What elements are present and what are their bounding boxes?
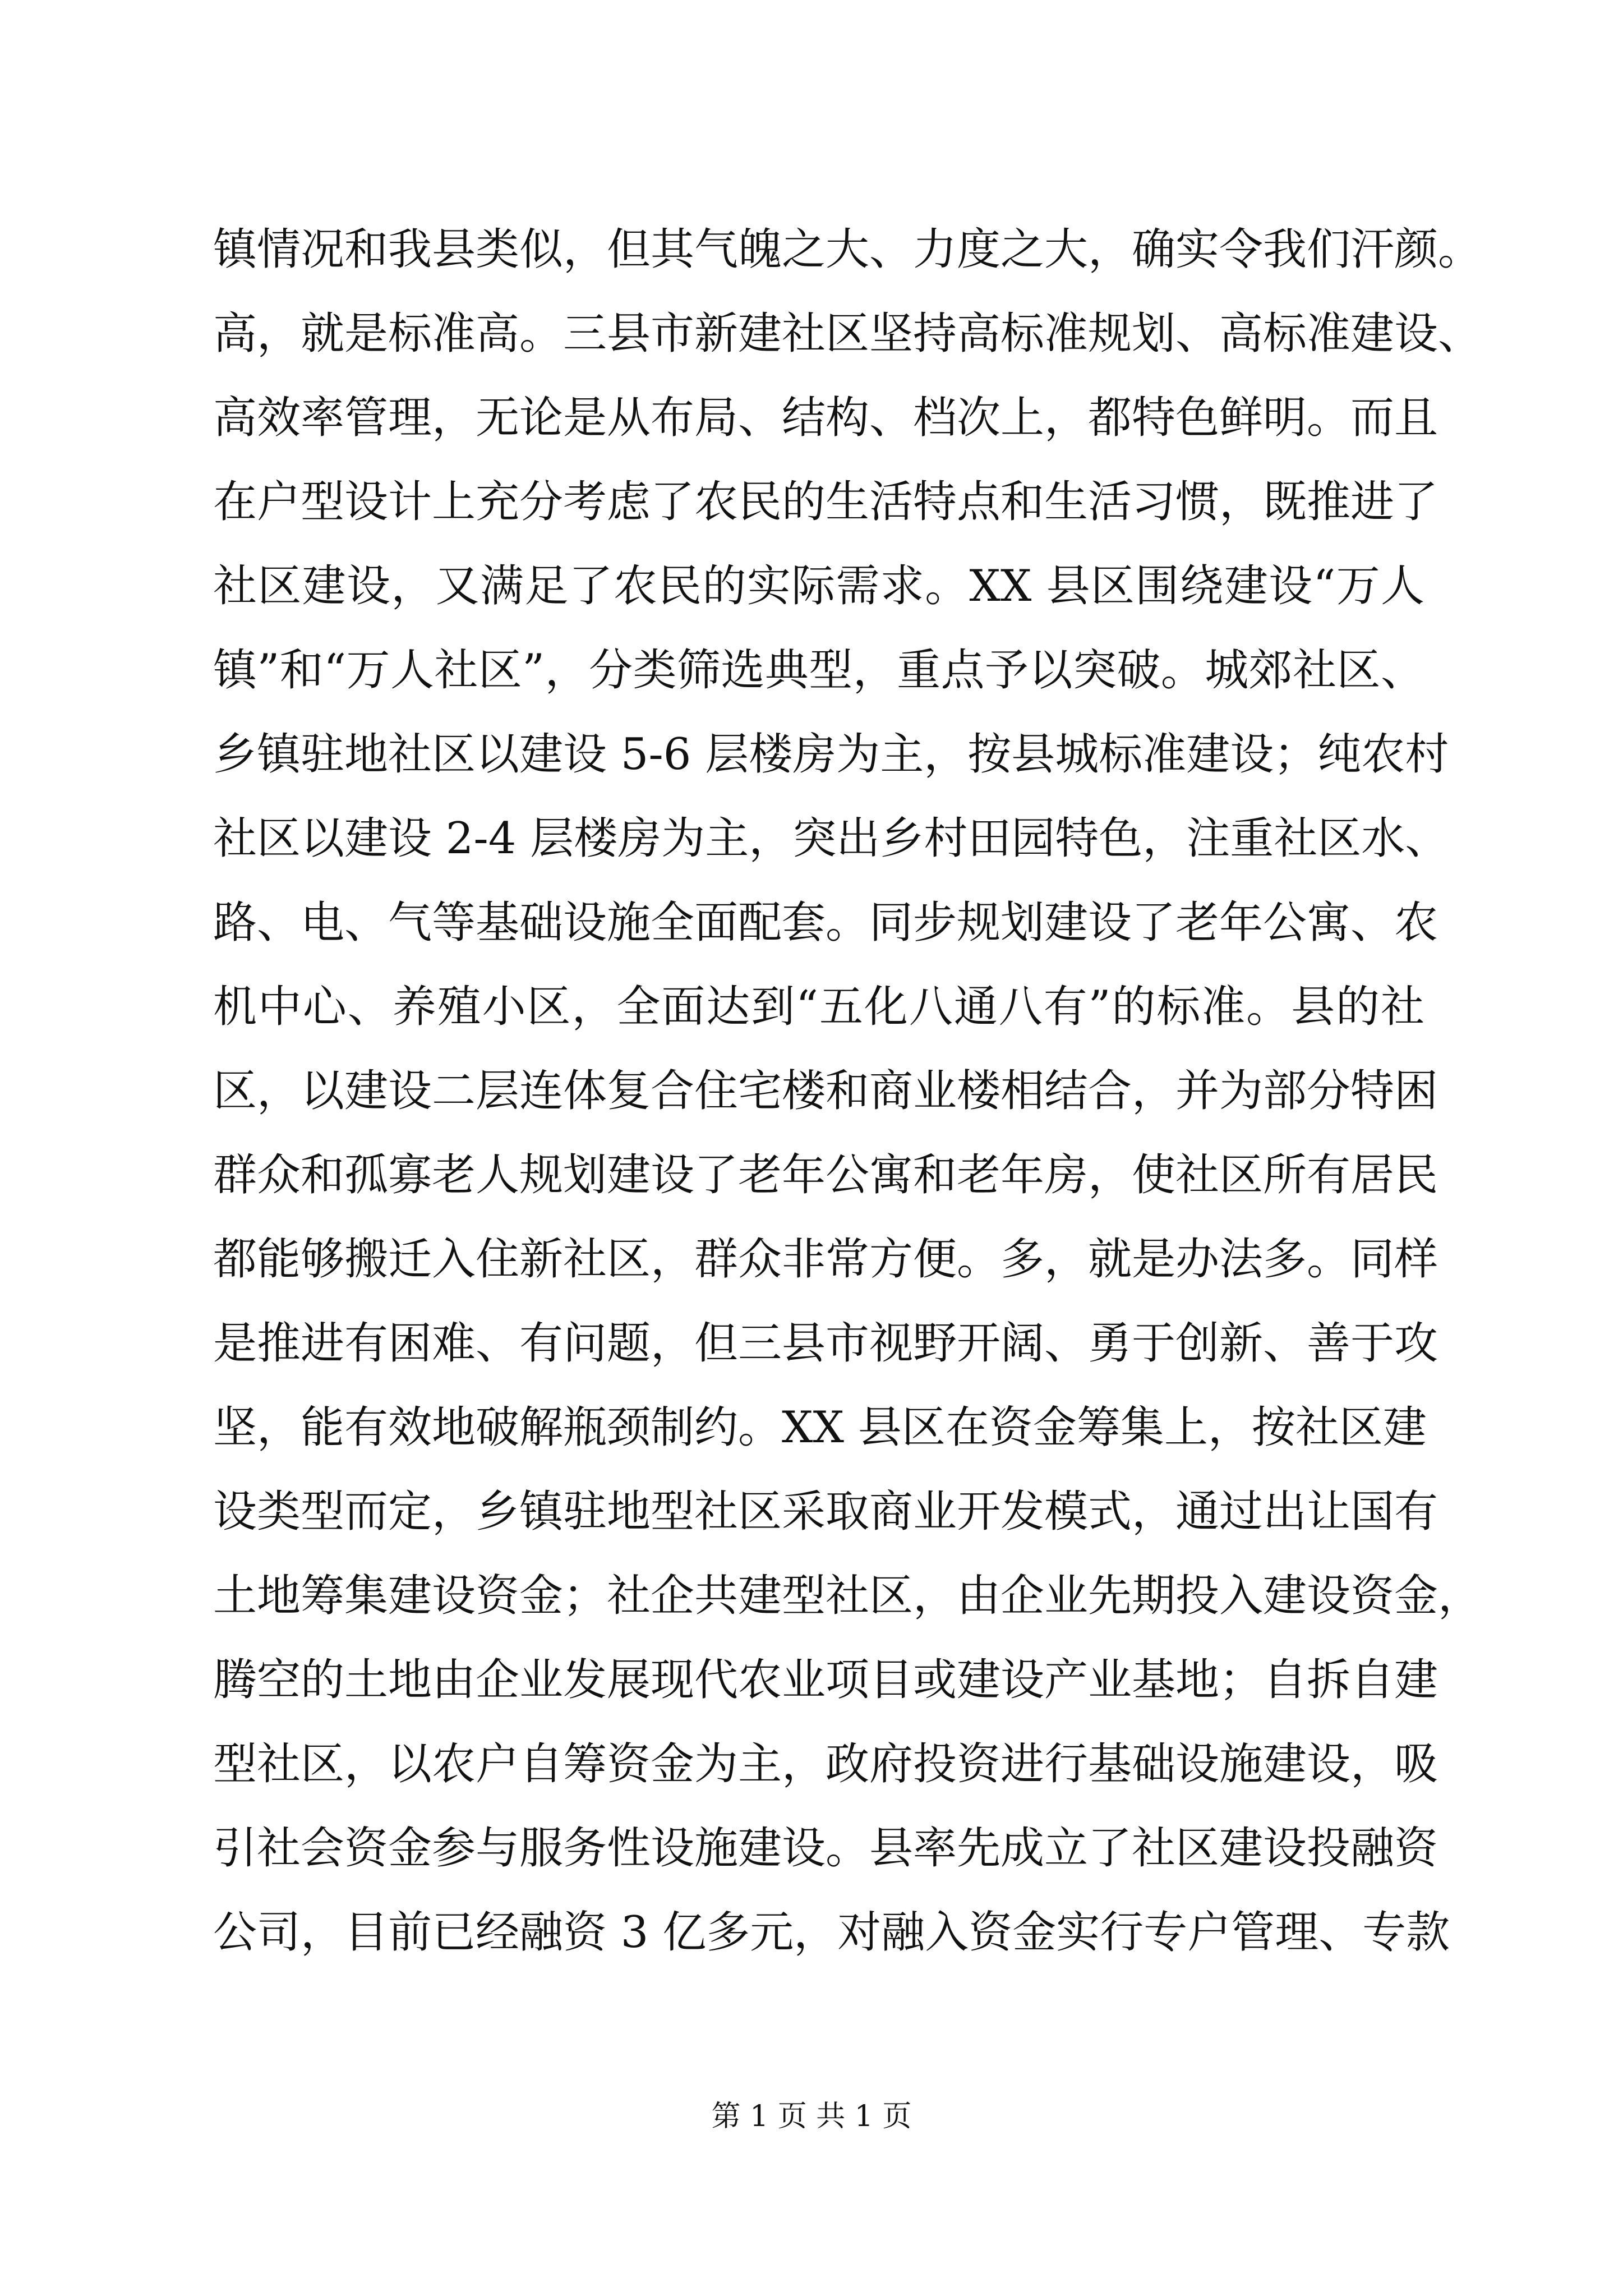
text-line: 高，就是标准高。三县市新建社区坚持高标准规划、高标准建设、 bbox=[213, 309, 1482, 359]
text-line: 坚，能有效地破解瓶颈制约。XX 县区在资金筹集上，按社区建 bbox=[213, 1402, 1427, 1453]
text-line: 是推进有困难、有问题，但三县市视野开阔、勇于创新、善于攻 bbox=[213, 1318, 1438, 1369]
text-line: 高效率管理，无论是从布局、结构、档次上，都特色鲜明。而且 bbox=[213, 393, 1438, 443]
text-line: 腾空的土地由企业发展现代农业项目或建设产业基地；自拆自建 bbox=[213, 1655, 1438, 1705]
document-body bbox=[213, 208, 1482, 1975]
text-line: 路、电、气等基础设施全面配套。同步规划建设了老年公寓、农 bbox=[213, 898, 1438, 948]
text-line: 乡镇驻地社区以建设 5-6 层楼房为主，按县城标准建设；纯农村 bbox=[213, 729, 1449, 780]
text-line: 机中心、养殖小区，全面达到“五化八通八有”的标准。县的社 bbox=[213, 982, 1424, 1032]
text-line: 镇”和“万人社区”，分类筛选典型，重点予以突破。城郊社区、 bbox=[213, 645, 1424, 696]
text-line: 设类型而定，乡镇驻地型社区采取商业开发模式，通过出让国有 bbox=[213, 1487, 1438, 1537]
text-line: 镇情况和我县类似，但其气魄之大、力度之大，确实令我们汗颜。 bbox=[213, 224, 1482, 275]
text-line: 都能够搬迁入住新社区，群众非常方便。多，就是办法多。同样 bbox=[213, 1234, 1438, 1285]
text-line: 引社会资金参与服务性设施建设。县率先成立了社区建设投融资 bbox=[213, 1823, 1438, 1874]
text-line: 区，以建设二层连体复合住宅楼和商业楼相结合，并为部分特困 bbox=[213, 1066, 1438, 1116]
text-line: 群众和孤寡老人规划建设了老年公寓和老年房，使社区所有居民 bbox=[213, 1150, 1438, 1200]
text-line: 社区以建设 2-4 层楼房为主，突出乡村田园特色，注重社区水、 bbox=[213, 813, 1449, 864]
text-line: 型社区，以农户自筹资金为主，政府投资进行基础设施建设，吸 bbox=[213, 1739, 1438, 1789]
text-line: 社区建设，又满足了农民的实际需求。XX 县区围绕建设“万人 bbox=[213, 561, 1424, 611]
text-line: 土地筹集建设资金；社企共建型社区，由企业先期投入建设资金， bbox=[213, 1571, 1482, 1621]
text-line: 公司，目前已经融资 3 亿多元，对融入资金实行专户管理、专款 bbox=[213, 1907, 1450, 1958]
text-line: 在户型设计上充分考虑了农民的生活特点和生活习惯，既推进了 bbox=[213, 477, 1438, 527]
page-footer: 第 1 页 共 1 页 bbox=[711, 2100, 912, 2133]
